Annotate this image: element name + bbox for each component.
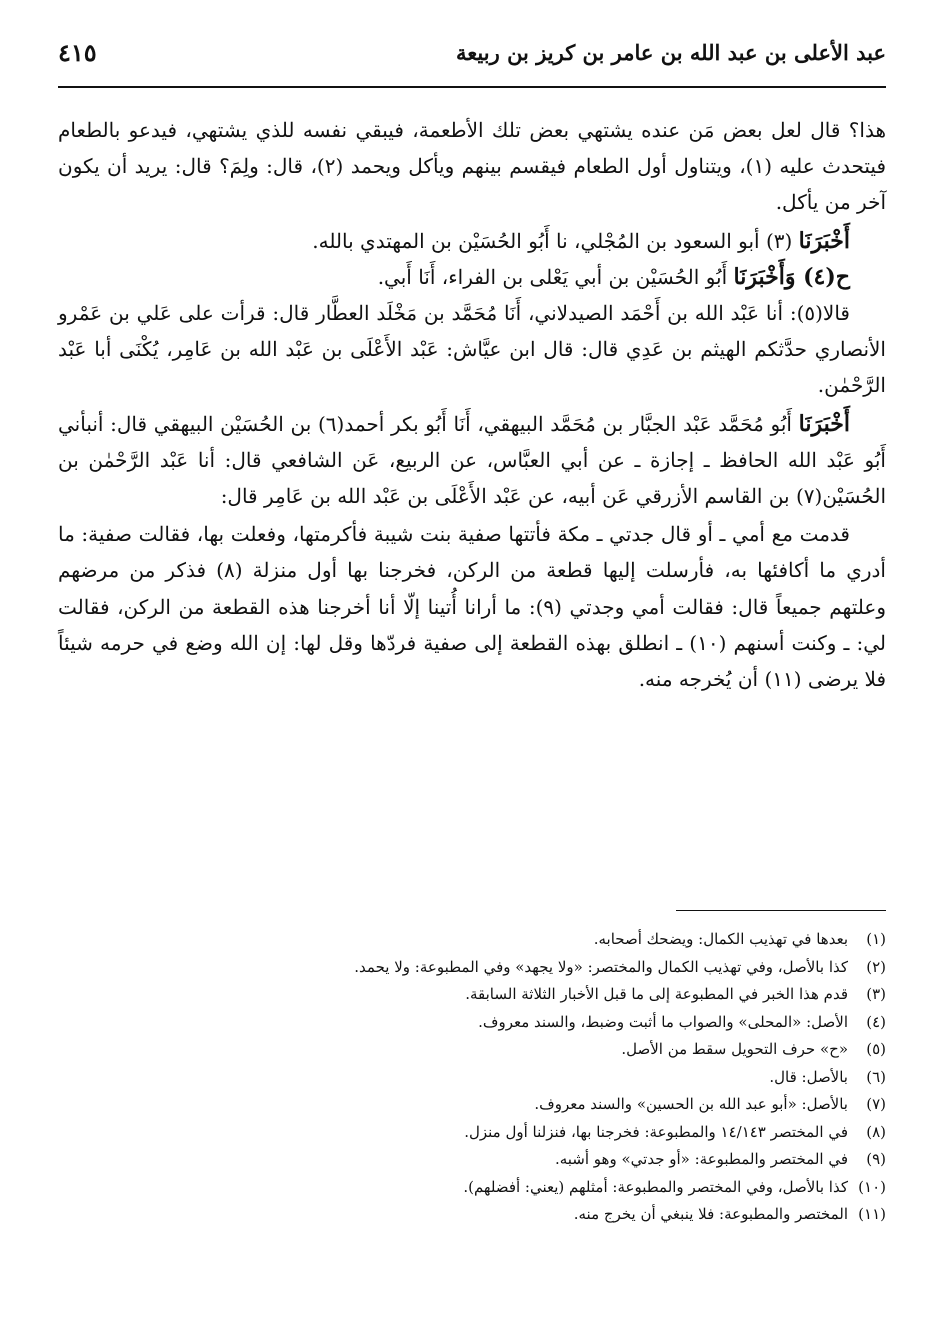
footnote-item bbox=[120, 1091, 886, 1119]
footnote-number: (٥) bbox=[866, 1040, 886, 1058]
footnote-item bbox=[120, 1174, 886, 1202]
footnote-text: قدم هذا الخبر في المطبوعة إلى ما قبل الأخبار الثلاثة السابقة. bbox=[465, 985, 848, 1003]
isnad-second bbox=[58, 259, 886, 295]
footnote-text: في المختصر ١٤/١٤٣ والمطبوعة: فخرجنا بها، فنزلنا أول منزل. bbox=[464, 1122, 848, 1141]
footnote-number: (٣) bbox=[866, 985, 886, 1003]
paragraph-narration: قدمت مع أمي ـ أو قال جدتي ـ مكة فأتتها صفية بنت شيبة فأكرمتها، وفعلت بها، فقالت صفية: ما أدري ما أكافئها به، فأرسلت إليها قطعة من الركن، فخرجنا بها أول منزلة (٨) فذكر من مرضهم وعلتهم جميعاً قال: فقالت أمي وجدتي (٩): ما أرانا أُتينا إلّا أنا أخرجنا هذه القطعة من الركن، فقالت لي: ـ وكنت أسنهم (١٠) ـ انطلق بهذه القطعة إلى صفية فردّها وقل لها: إن الله وضع في حرمه شيئاً فلا يرضى (١١) أن يُخرجه منه. bbox=[58, 522, 887, 692]
footnote-item bbox=[120, 954, 886, 982]
footnote-text: بعدها في تهذيب الكمال: ويضحك أصحابه. bbox=[593, 930, 848, 948]
page-header bbox=[58, 38, 886, 88]
running-title: عبد الأعلى بن عبد الله بن عامر بن كريز بن ربيعة bbox=[456, 40, 886, 65]
isnad-keyword: وَأَخْبَرَنَا bbox=[733, 263, 796, 290]
footnote-item bbox=[120, 1036, 886, 1064]
footnote-text: كذا بالأصل، وفي تهذيب الكمال والمختصر: «ولا يجهد» وفي المطبوعة: ولا يحمد. bbox=[354, 957, 848, 976]
footnote-item bbox=[120, 1201, 886, 1229]
isnad-text: (٣) أبو السعود بن المُجْلي، نا أَبُو الحُسَيْن بن المهتدي بالله. bbox=[312, 228, 799, 253]
footnote-item bbox=[120, 981, 886, 1009]
isnad-third bbox=[58, 406, 886, 515]
footnote-rule bbox=[676, 910, 886, 911]
page-number: ٤١٥ bbox=[58, 38, 97, 67]
footnote-number: (٢) bbox=[866, 957, 886, 976]
footnote-number: (٧) bbox=[866, 1095, 886, 1113]
footnote-item bbox=[120, 1064, 886, 1092]
isnad-lead: ح(٤) bbox=[795, 263, 850, 290]
isnad-text: أَبُو مُحَمَّد عَبْد الجبَّار بن مُحَمَّد البيهقي، أَنَا أَبُو بكر أحمد(٦) بن الحُسَيْن البيهقي قال: أنبأني أَبُو عَبْد الله الحافظ ـ إجازة ـ عن أبي العبَّاس، عن الربيع، عَن الشافعي قال: أنا عَبْد الرَّحْمٰن بن الحُسَيْن(٧) بن القاسم الأزرقي عَن أبيه، عن عَبْد الأَعْلَى بن عَبْد الله بن عَامِر قال: bbox=[58, 411, 886, 509]
footnote-text: بالأصل: «أبو عبد الله بن الحسين» والسند معروف. bbox=[534, 1095, 848, 1113]
footnote-number: (٩) bbox=[866, 1150, 886, 1168]
paragraph-opening: هذا؟ قال لعل بعض مَن عنده يشتهي بعض تلك الأطعمة، فيبقي نفسه للذي يشتهي، فيدعو بالطعام فيتحدث عليه (١)، ويتناول أول الطعام فيقسم بينهم ويأكل ويحمد (٢)، قال: ولِمَ؟ قال: يريد أن يكون آخر من يأكل. bbox=[58, 118, 887, 215]
footnotes bbox=[120, 926, 886, 1229]
paragraph-chain: قالا(٥): أنا عَبْد الله بن أَحْمَد الصيدلاني، أَنَا مُحَمَّد بن مَخْلَد العطَّار قال: قرأت على عَلي بن عَمْرو الأنصاري حدَّثكم الهيثم بن عَدِي قال: قال ابن عيَّاش: عَبْد الأَعْلَى بن عَبْد الله بن عَامِر، يُكْنَى أبا عَبْد الرَّحْمٰن. bbox=[58, 301, 886, 398]
isnad-keyword: أَخْبَرَنَا bbox=[798, 227, 850, 254]
footnote-number: (٤) bbox=[866, 1012, 886, 1031]
isnad-text: أَبُو الحُسَيْن بن أبي يَعْلى بن الفراء، أَنَا أَبي. bbox=[377, 264, 734, 289]
footnote-number: (٨) bbox=[866, 1122, 886, 1141]
footnote-number: (١) bbox=[866, 930, 886, 948]
footnote-item bbox=[120, 1119, 886, 1147]
footnote-text: في المختصر والمطبوعة: «أو جدتي» وهو أشبه. bbox=[554, 1150, 848, 1168]
footnote-text: الأصل: «المحلى» والصواب ما أثبت وضبط، والسند معروف. bbox=[478, 1012, 848, 1031]
header-rule bbox=[58, 86, 886, 88]
footnote-number: (٦) bbox=[866, 1067, 886, 1086]
footnote-text: بالأصل: قال. bbox=[769, 1067, 848, 1086]
footnote-text: كذا بالأصل، وفي المختصر والمطبوعة: أمثلهم (يعني: أفضلهم). bbox=[463, 1177, 848, 1196]
footnote-number: (١١) bbox=[858, 1205, 886, 1223]
footnote-item bbox=[120, 1009, 886, 1037]
isnad-keyword: أَخْبَرَنَا bbox=[798, 410, 850, 437]
footnote-item bbox=[120, 1146, 886, 1174]
footnote-text: المختصر والمطبوعة: فلا ينبغي أن يخرج منه. bbox=[573, 1205, 848, 1223]
footnote-number: (١٠) bbox=[858, 1177, 886, 1196]
footnote-item bbox=[120, 926, 886, 954]
main-text bbox=[58, 112, 886, 697]
footnote-text: «ح» حرف التحويل سقط من الأصل. bbox=[621, 1040, 848, 1058]
isnad-first bbox=[58, 223, 886, 259]
